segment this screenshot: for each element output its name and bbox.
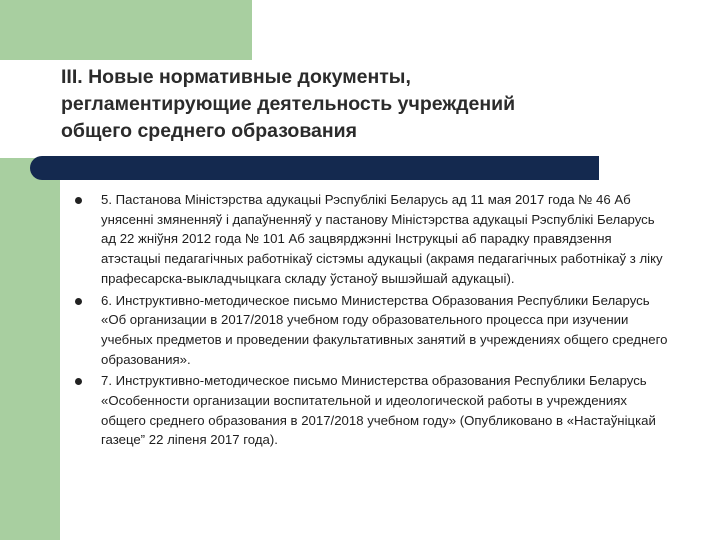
bullet-icon [75, 197, 82, 204]
title-underline-bar [30, 156, 599, 180]
list-item [60, 291, 700, 370]
list-item-text: 7. Инструктивно-методическое письмо Министерства образования Республики Беларусь «Особенности организации воспитательной и идеологической работы в учреждениях общего среднего образования в 2017/2018 учебном году» (Опубликовано в «Настаўніцкай газеце” 22 ліпеня 2017 года). [101, 373, 656, 448]
bullet-icon [75, 378, 82, 385]
bullet-list [60, 190, 700, 452]
list-item-text: 5. Пастанова Мінiстэрства адукацыі Рэспублікі Беларусь ад 11 мая 2017 года № 46 Аб унясенні змяненняў і дапаўненняў у пастанову Міністэрства адукацыі Рэспублікі Беларусь ад 22 жніўня 2012 года № 101 Аб зацвярджэнні Інструкцыі аб парадку правядзення атэстацыі педагагічных работнікаў сістэмы адукацыі (акрамя педагагічных работнікаў з ліку прафесарска-выкладчыцкага складу ўстаноў вышэйшай адукацыі). [101, 192, 663, 286]
list-item-text: 6. Инструктивно-методическое письмо Министерства Образования Республики Беларусь «Об организации в 2017/2018 учебном году образовательного процесса при изучении учебных предметов и проведении факультативных занятий в учреждениях общего среднего образования». [101, 292, 668, 367]
list-item [60, 371, 700, 450]
list-item [60, 190, 700, 289]
title-area [0, 60, 720, 158]
bullet-icon [75, 298, 82, 305]
slide-title: III. Новые нормативные документы, регламентирующие деятельность учреждений общего среднего образования [61, 66, 516, 142]
